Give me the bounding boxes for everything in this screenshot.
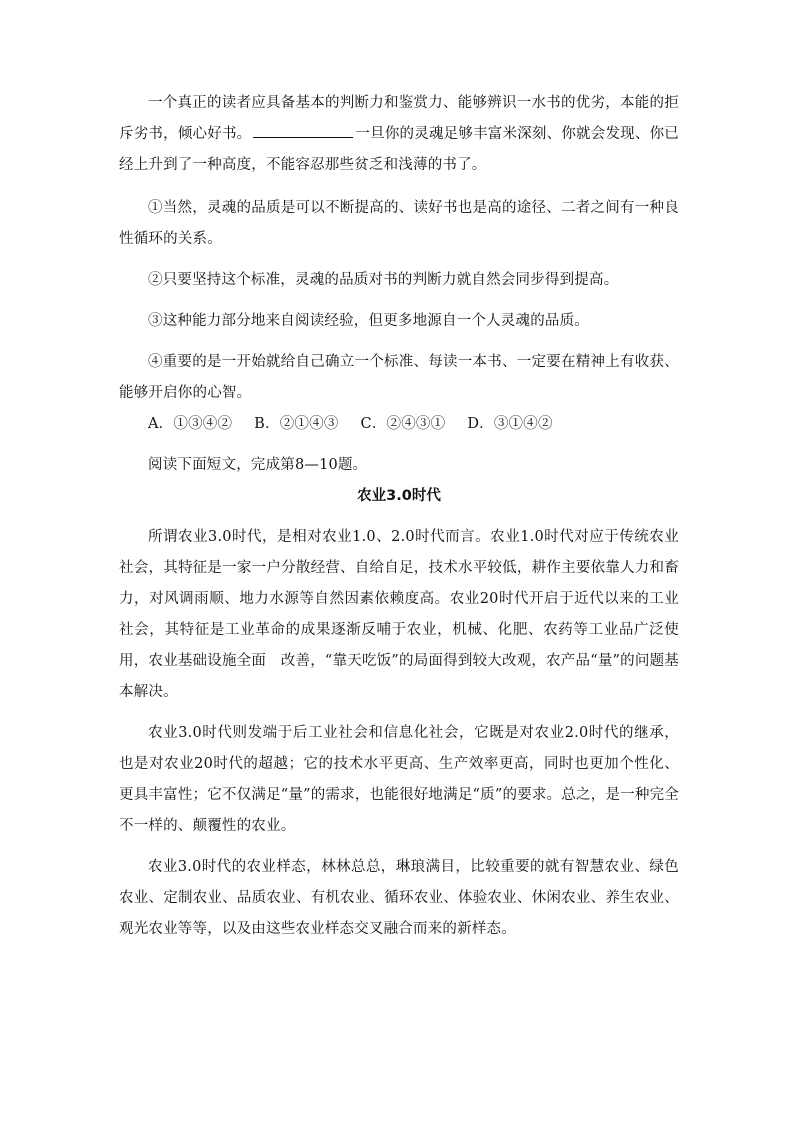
reading-instruction: 阅读下面短文，完成第8—10题。: [148, 457, 368, 473]
sentence-1: ①当然，灵魂的品质是可以不断提高的、读好书也是高的途径、二者之间有一种良性循环的关系。: [119, 200, 679, 247]
passage-text-after-blank: 一旦你的灵魂足够丰富米深刻、你就会发现、你已经上升到了一种高度，不能容忍那些贫乏和浅薄的书了。: [119, 126, 679, 173]
option-c: C．②④③①: [360, 416, 446, 432]
article-title: 农业3.0时代: [357, 488, 441, 504]
document-page: [119, 88, 679, 945]
option-d: D．③①④②: [467, 416, 553, 432]
article-paragraph-1: 所谓农业3.0时代，是相对农业1.0、2.0时代而言。农业1.0时代对应于传统农业社会，其特征是一家一户分散经营、自给自足，技术水平较低，耕作主要依靠人力和畜力，对风调雨顺、地力水源等自然因素依赖度高。农业20时代开启于近代以来的工业社会，其特征是工业革命的成果逐渐反哺于农业，机械、化肥、农药等工业品广泛使用，农业基础设施全面 改善，“靠天吃饭”的局面得到较大改观，农产品“量”的问题基本解决。: [119, 529, 679, 700]
answer-blank: [253, 123, 353, 138]
option-a: A．①③④②: [148, 416, 233, 432]
passage-text-before-blank: 一个真正的读者应具备基本的判断力和鉴赏力、能够辨识一水书的优劣，本能的拒斥劣书，倾心好书。: [119, 95, 679, 142]
article-paragraph-2: 农业3.0时代则发端于后工业社会和信息化社会，它既是对农业2.0时代的继承，也是对农业20时代的超越；它的技术水平更高、生产效率更高，同时也更加个性化、更具丰富性；它不仅满足“量”的需求，也能很好地满足“质”的要求。总之，是一种完全不一样的、颠覆性的农业。: [119, 725, 679, 834]
passage-paragraph: [119, 88, 679, 181]
sentence-2: ②只要坚持这个标准，灵魂的品质对书的判断力就自然会同步得到提高。: [148, 272, 619, 288]
sentence-3: ③这种能力部分地来自阅读经验，但更多地源自一个人灵魂的品质。: [148, 313, 589, 329]
option-b: B．②①④③: [254, 416, 339, 432]
answer-options: [119, 409, 679, 440]
article-paragraph-3: 农业3.0时代的农业样态，林林总总，琳琅满目，比较重要的就有智慧农业、绿色农业、定制农业、品质农业、有机农业、循环农业、体验农业、休闲农业、养生农业、观光农业等等，以及由这些农业样态交叉融合而来的新样态。: [119, 859, 679, 937]
sentence-4: ④重要的是一开始就给自己确立一个标准、每读一本书、一定要在精神上有收获、能够开启你的心智。: [119, 354, 679, 401]
